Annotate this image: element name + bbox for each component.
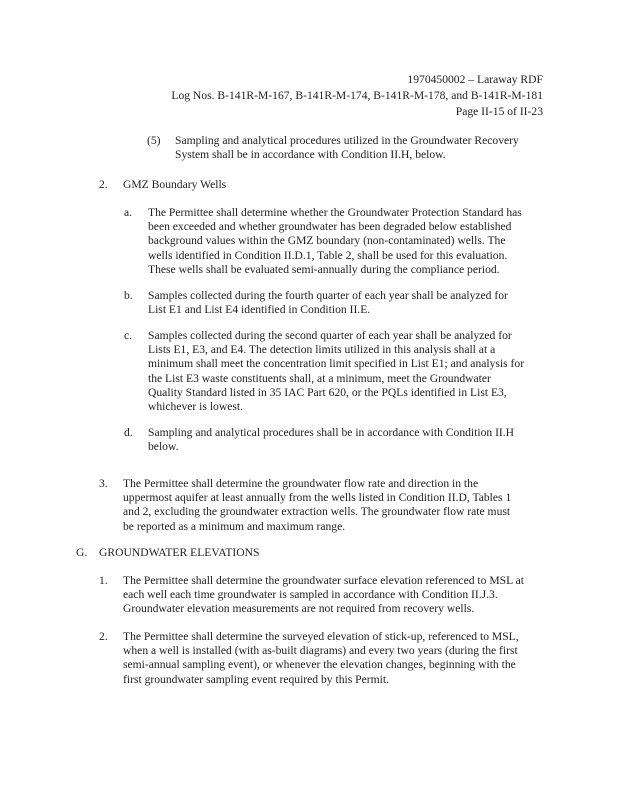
text-line: wells identified in Condition II.D.1, Table 2, shall be used for this evaluation.	[148, 248, 508, 262]
subitem-d-letter: d.	[124, 426, 133, 439]
text-line: The Permittee shall determine the groundwater flow rate and direction in the	[123, 477, 479, 490]
subitem-b-text	[148, 289, 508, 317]
g-item1-text	[123, 574, 524, 617]
item2-number: 2.	[99, 178, 108, 191]
subitem-c-letter: c.	[124, 329, 133, 342]
subitem-d-text	[148, 426, 514, 454]
item3-text	[123, 477, 511, 534]
text-line: List E1 and List E4 identified in Condition II.E.	[148, 303, 371, 317]
item5-text	[175, 134, 519, 162]
section-g-title: GROUNDWATER ELEVATIONS	[99, 546, 260, 559]
text-line: Quality Standard listed in 35 IAC Part 620, or the PQLs identified in List E3,	[148, 385, 507, 399]
text-line: semi-annual sampling event), or whenever the elevation changes, beginning with the	[123, 658, 516, 672]
section-g-letter: G.	[76, 546, 88, 559]
text-line: Groundwater elevation measurements are not required from recovery wells.	[123, 602, 475, 616]
text-line: The Permittee shall determine the groundwater surface elevation referenced to MSL at	[123, 574, 524, 587]
g-item2-number: 2.	[99, 630, 108, 643]
text-line: These wells shall be evaluated semi-annually during the compliance period.	[148, 262, 500, 276]
subitem-b-letter: b.	[124, 289, 133, 302]
text-line: Samples collected during the second quarter of each year shall be analyzed for	[148, 329, 512, 342]
text-line: The Permittee shall determine the surveyed elevation of stick-up, referenced to MSL,	[123, 630, 519, 643]
text-line: background values within the GMZ boundary (non-contaminated) wells. The	[148, 234, 506, 248]
text-line: each well each time groundwater is sampled in accordance with Condition II.J.3.	[123, 588, 498, 602]
text-line: and 2, excluding the groundwater extraction wells. The groundwater flow rate must	[123, 505, 511, 519]
item5-number: (5)	[147, 134, 161, 147]
text-line: when a well is installed (with as-built diagrams) and every two years (during the first	[123, 644, 518, 658]
subitem-a-text	[148, 206, 522, 277]
subitem-c-text	[148, 329, 524, 414]
text-line: uppermost aquifer at least annually from the wells listed in Condition II.D, Tables 1	[123, 491, 512, 505]
subitem-a-letter: a.	[124, 206, 133, 219]
text-line: Lists E1, E3, and E4. The detection limits utilized in this analysis shall at a	[148, 343, 496, 357]
text-line: minimum shall meet the concentration limit specified in List E1; and analysis for	[148, 357, 525, 371]
text-line: be reported as a minimum and maximum range.	[123, 519, 346, 533]
text-line: Sampling and analytical procedures shall be in accordance with Condition II.H	[148, 426, 515, 439]
item3-number: 3.	[99, 477, 108, 490]
text-line: the List E3 waste constituents shall, at a minimum, meet the Groundwater	[148, 371, 491, 385]
text-line: Sampling and analytical procedures utilized in the Groundwater Recovery	[175, 134, 519, 147]
header-page-number: Page II-15 of II-23	[455, 105, 543, 118]
text-line: below.	[148, 440, 179, 454]
g-item1-number: 1.	[99, 574, 108, 587]
text-line: whichever is lowest.	[148, 400, 243, 414]
text-line: System shall be in accordance with Condition II.H, below.	[175, 148, 446, 162]
text-line: first groundwater sampling event required by this Permit.	[123, 672, 389, 686]
text-line: been exceeded and whether groundwater has been degraded below established	[148, 220, 512, 234]
g-item2-text	[123, 630, 519, 687]
text-line: Samples collected during the fourth quarter of each year shall be analyzed for	[148, 289, 508, 302]
header-doc-id: 1970450002 – Laraway RDF	[407, 73, 543, 86]
text-line: The Permittee shall determine whether the Groundwater Protection Standard has	[148, 206, 522, 219]
header-log-nos: Log Nos. B-141R-M-167, B-141R-M-174, B-141R-M-178, and B-141R-M-181	[171, 89, 543, 102]
item2-title: GMZ Boundary Wells	[123, 178, 227, 191]
